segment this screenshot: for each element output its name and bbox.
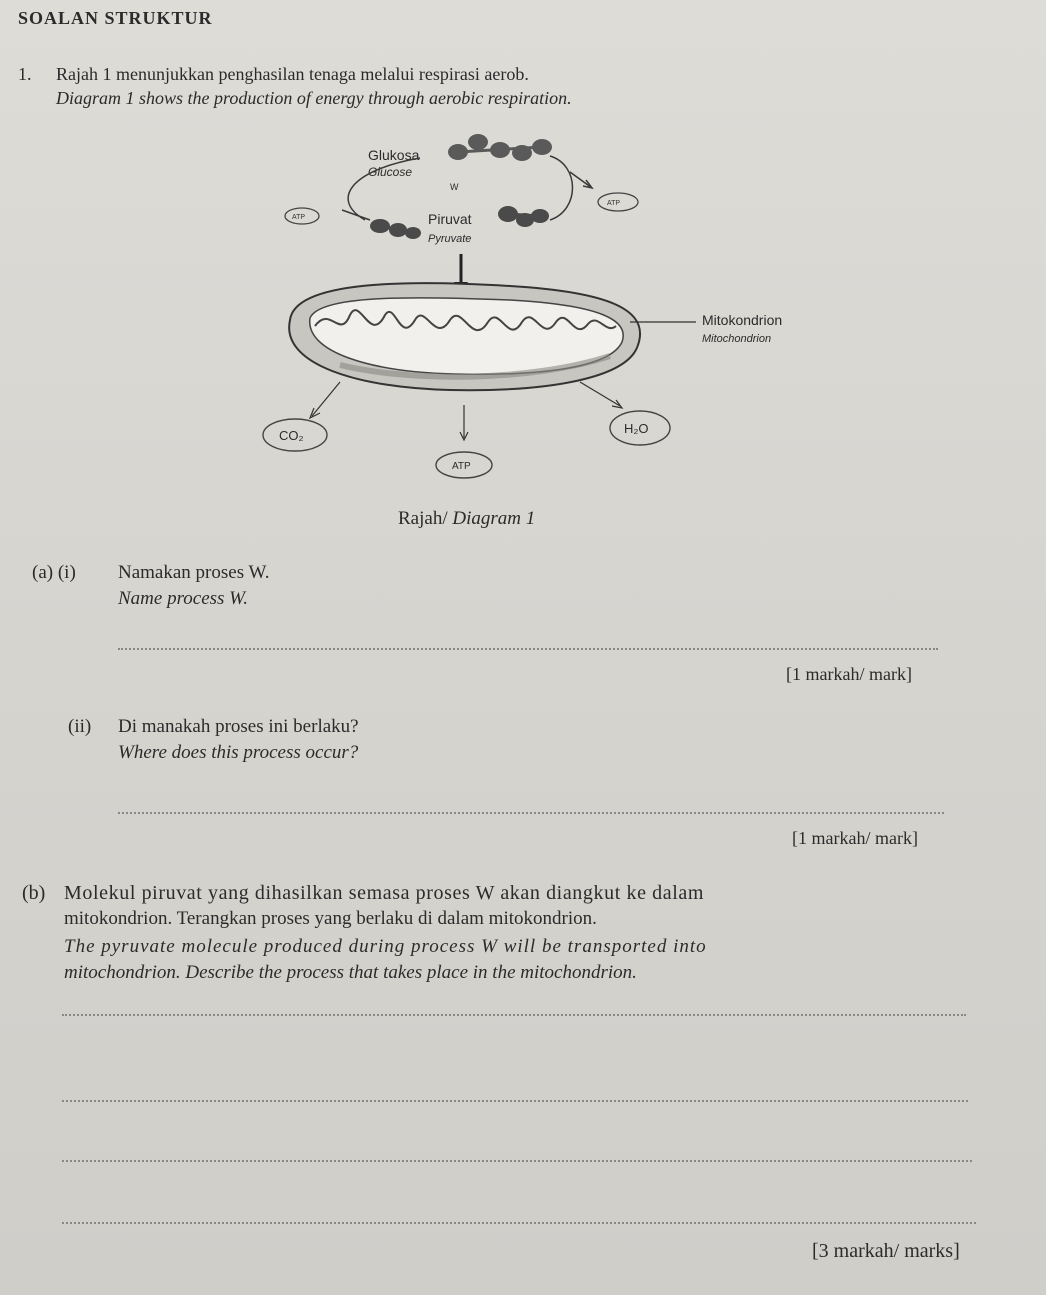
glucose-label-malay: Glukosa — [368, 147, 420, 163]
diagram-caption — [398, 508, 535, 530]
part-b-question-english-line2: mitochondrion. Describe the process that takes place in the mitochondrion. — [64, 962, 637, 983]
pyruvate-molecule-left — [370, 219, 421, 239]
part-a-ii-question-english: Where does this process occur? — [118, 742, 359, 763]
question-number: 1. — [18, 64, 32, 84]
part-b-label: (b) — [22, 882, 46, 904]
pyruvate-label-english: Pyruvate — [428, 233, 472, 245]
pyruvate-molecule-right — [498, 206, 549, 227]
glucose-molecule — [448, 134, 552, 161]
atp-left-label: ATP — [292, 214, 306, 221]
caption-english: Diagram 1 — [452, 508, 536, 529]
pyruvate-label-malay: Piruvat — [428, 211, 472, 227]
arrow-to-co2 — [312, 382, 340, 416]
part-a-i-question-english: Name process W. — [118, 588, 249, 609]
part-a-ii-label: (ii) — [68, 716, 92, 737]
cycle-arrow-right — [550, 156, 573, 220]
answer-line-b-1[interactable] — [62, 1014, 966, 1016]
marks-a-ii: [1 markah/ mark] — [792, 828, 918, 848]
marks-a-i: [1 markah/ mark] — [786, 664, 912, 684]
section-title: SOALAN STRUKTUR — [18, 8, 213, 28]
answer-line-a-i[interactable] — [118, 648, 938, 650]
answer-line-b-3[interactable] — [62, 1160, 972, 1162]
answer-line-a-ii[interactable] — [118, 812, 944, 814]
h2o-label: H₂O — [624, 421, 649, 436]
mitochondrion-illustration — [289, 283, 640, 390]
atp-right-label: ATP — [607, 200, 621, 207]
part-b-question-malay-line2: mitokondrion. Terangkan proses yang berlaku di dalam mitokondrion. — [64, 908, 597, 929]
aerobic-respiration-diagram — [250, 120, 850, 490]
caption-malay: Rajah/ — [398, 508, 448, 529]
marks-b: [3 markah/ marks] — [812, 1240, 960, 1262]
process-w-label: W — [450, 182, 459, 192]
mitochondrion-label-english: Mitochondrion — [702, 333, 772, 345]
part-b-question-english-line1: The pyruvate molecule produced during process W will be transported into — [64, 936, 707, 957]
question-intro-english: Diagram 1 shows the production of energy through aerobic respiration. — [56, 88, 572, 108]
question-intro-malay: Rajah 1 menunjukkan penghasilan tenaga melalui respirasi aerob. — [56, 64, 529, 84]
glucose-label-english: Glucose — [368, 165, 413, 179]
co2-label: CO₂ — [279, 428, 304, 443]
part-a-i-label: (a) (i) — [32, 562, 76, 583]
atp-bottom-label: ATP — [452, 461, 471, 472]
arrow-to-h2o — [580, 382, 620, 406]
answer-line-b-2[interactable] — [62, 1100, 968, 1102]
part-a-ii-question-malay: Di manakah proses ini berlaku? — [118, 716, 359, 737]
part-b-question-malay-line1: Molekul piruvat yang dihasilkan semasa proses W akan diangkut ke dalam — [64, 882, 705, 904]
answer-line-b-4[interactable] — [62, 1222, 976, 1224]
mitochondrion-label-malay: Mitokondrion — [702, 312, 783, 328]
part-a-i-question-malay: Namakan proses W. — [118, 562, 270, 583]
